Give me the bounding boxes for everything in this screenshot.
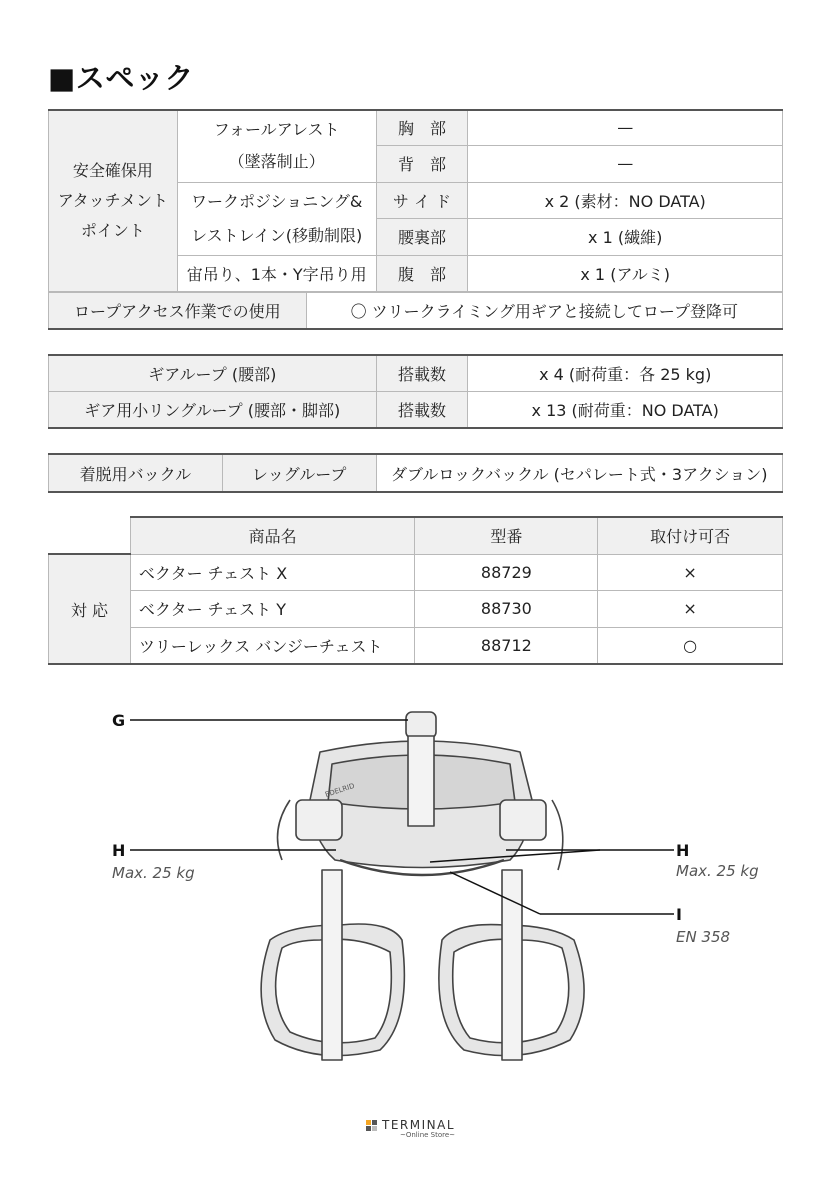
chest-label: 胸 部 — [376, 110, 468, 145]
table-row-name: ベクター チェスト X — [130, 554, 415, 590]
suspension-label: 宙吊り、1本・Y字吊り用 — [177, 255, 376, 291]
gear-table — [48, 354, 783, 429]
chest-value: — — [468, 110, 783, 145]
buckle-value: ダブルロックバックル (セパレート式・3アクション) — [376, 454, 782, 492]
en-i: EN 358 — [676, 928, 731, 946]
gear-loop-value: x 4 (耐荷重：各 25 kg) — [468, 355, 783, 391]
page-title: ■スペック — [48, 61, 194, 95]
back-label: 背 部 — [376, 145, 468, 182]
lumbar-value: x 1 (繊維) — [468, 218, 783, 255]
terminal-logo-icon — [366, 1120, 378, 1132]
g-loop — [406, 712, 436, 738]
side-label: サ イ ド — [376, 182, 468, 218]
gear-ring-count-label: 搭載数 — [376, 391, 468, 428]
table-row-model: 88730 — [415, 590, 598, 627]
gear-loop-count-label: 搭載数 — [376, 355, 468, 391]
footer-sub: ~Online Store~ — [400, 1131, 456, 1139]
brand-mark: EDELRID — [324, 781, 356, 799]
buckle-label: 着脱用バックル — [49, 454, 223, 492]
rope-access-label: ロープアクセス作業での使用 — [49, 293, 307, 329]
gear-ring-label: ギア用小リングループ (腰部・脚部) — [49, 391, 377, 428]
label-h-right: H — [676, 841, 690, 860]
harness-diagram — [100, 700, 780, 1100]
label-g: G — [112, 711, 126, 730]
right-gear-loop — [552, 800, 563, 870]
table-row-ok: × — [598, 554, 783, 590]
table-row-ok: × — [598, 590, 783, 627]
table-row-model: 88729 — [415, 554, 598, 590]
buckle-table — [48, 453, 783, 493]
buckle-sub-label: レッグループ — [222, 454, 376, 492]
gear-loop-label: ギアループ (腰部) — [49, 355, 377, 391]
footer-brand: TERMINAL — [382, 1118, 456, 1132]
table-row-ok: ○ — [598, 627, 783, 664]
fall-arrest-label: フォールアレスト （墜落制止） — [177, 110, 376, 182]
left-gear-loop — [278, 800, 291, 860]
work-positioning-label: ワークポジショニング& レストレイン(移動制限) — [177, 182, 376, 255]
rope-access-table — [48, 292, 783, 330]
gear-ring-value: x 13 (耐荷重：NO DATA) — [468, 391, 783, 428]
lumbar-label: 腰裏部 — [376, 218, 468, 255]
compat-group-label: 対 応 — [49, 554, 131, 664]
ventral-label: 腹 部 — [376, 255, 468, 291]
label-i: I — [676, 905, 682, 924]
rope-access-value: 〇 ツリークライミング用ギアと接続してロープ登降可 — [306, 293, 782, 329]
compat-header-ok: 取付け可否 — [598, 517, 783, 554]
attachment-group-label: 安全確保用 アタッチメント ポイント — [49, 110, 178, 291]
max-right: Max. 25 kg — [676, 862, 759, 880]
compat-header-name: 商品名 — [130, 517, 415, 554]
back-value: — — [468, 145, 783, 182]
side-value: x 2 (素材：NO DATA) — [468, 182, 783, 218]
table-row-model: 88712 — [415, 627, 598, 664]
max-left: Max. 25 kg — [112, 864, 195, 882]
label-h-left: H — [112, 841, 126, 860]
attachment-spec-table — [48, 109, 783, 292]
table-row-name: ツリーレックス バンジーチェスト — [130, 627, 415, 664]
ventral-value: x 1 (アルミ) — [468, 255, 783, 291]
compat-table — [48, 516, 783, 665]
compat-corner — [49, 517, 131, 554]
table-row-name: ベクター チェスト Y — [130, 590, 415, 627]
compat-header-model: 型番 — [415, 517, 598, 554]
